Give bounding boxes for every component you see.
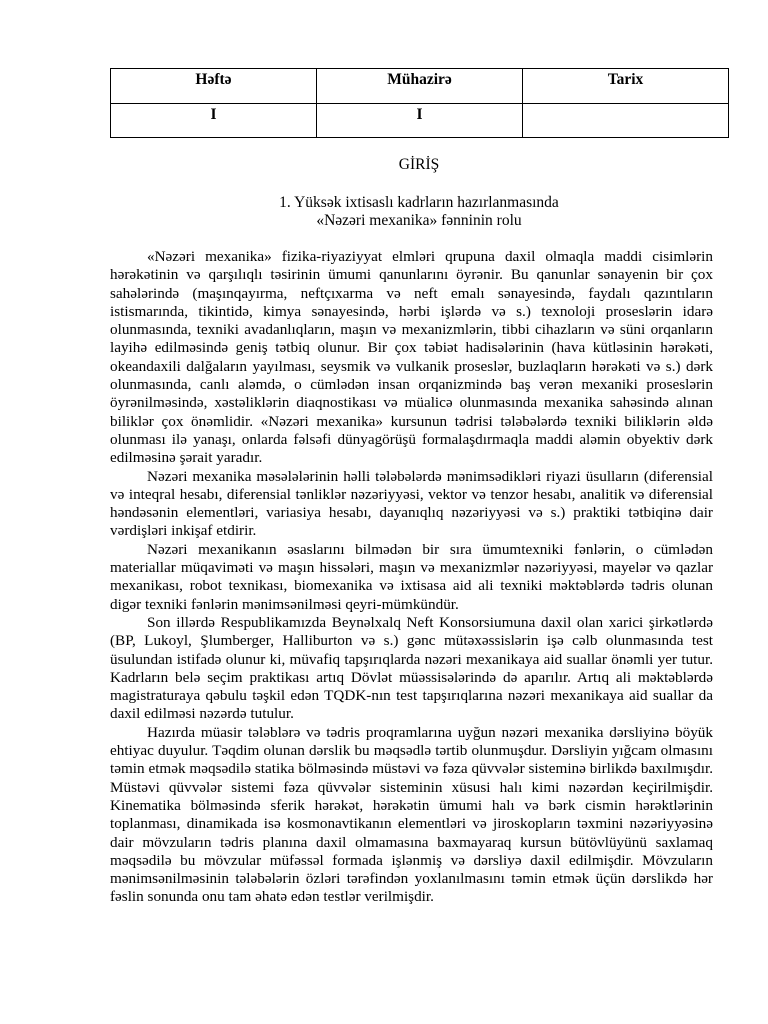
paragraph: Son illərdə Respublikamızda Beynəlxalq Neft Konsorsiumuna daxil olan xarici şirkətlərdə (BP, Lukoyl, Şlumberger, Halliburton və s.) gənc mütəxəssislərin işə cəlb olunmasında test üsulundan istifadə olunur ki, müvafiq tapşırıqlarda nəzəri mexanikaya aid suallar önəmli yer tutur. Kadrların belə seçim praktikası artıq Dövlət müəssisələrində də aparılır. Artıq ali məktəblərdə magistraturaya qəbulu təşkil edən TQDK-nın test tapşırıqlarına nəzəri mexanikaya aid suallar da daxil edilməsi nəzərdə tutulur. xyxy=(110,613,713,723)
cell-lecture: I xyxy=(317,104,523,138)
section-title-line-1: 1. Yüksək ixtisaslı kadrların hazırlanmasında xyxy=(279,194,559,211)
paragraph: «Nəzəri mexanika» fizika-riyaziyyat elmləri qrupuna daxil olmaqla maddi cisimlərin hərəkətinin və qarşılıqlı təsirinin ümumi qanunlarını öyrənir. Bu qanunlar sənayenin bir çox sahələrində (maşınqayırma, neftçıxarma və neft emalı sənayesində, faydalı qazıntıların istismarında, tikintidə, kimya sənayesində, hərbi işlərdə və s.) texnoloji proseslərin idarə olunmasında, texniki avadanlıqların, maşın və mexanizmlərin, tibbi cihazların və süni orqanların layihə edilməsində geniş tətbiq olunur. Bir çox təbiət hadisələrinin (hava kütləsinin hərəkəti, okeandaxili dalğaların yayılması, seysmik və vulkanik proseslər, buzlaqların hərəkəti və s.) dərk olunmasında, canlı aləmdə, o cümlədən insan orqanizmində baş verən mexaniki proseslərin öyrənilməsində, xəstəliklərin diaqnostikası və müalicə olunmasında mexanika sahəsində alınan biliklər çox önəmlidir. «Nəzəri mexanika» kursunun tədrisi tələbələrdə texniki biliklərin əldə olunması ilə yanaşı, onlarda fəlsəfi dünyagörüşü formalaşdırmaqla maddi aləmin obyektiv dərk edilməsinə şərait yaradır. xyxy=(110,248,713,467)
section-title-line-2: «Nəzəri mexanika» fənninin rolu xyxy=(316,212,522,229)
table-header-row xyxy=(111,69,729,104)
cell-date xyxy=(523,104,729,138)
column-header-date: Tarix xyxy=(523,69,729,104)
paragraph: Nəzəri mexanika məsələlərinin həlli tələbələrdə mənimsədikləri riyazi üsulların (diferensial və inteqral hesabı, diferensial tənliklər nəzəriyyəsi, vektor və tenzor hesabı, analitik və diferensial həndəsənin elementləri, variasiya hesabı, dayanıqlıq nəzəriyyəsi və s.) praktiki tətbiqinə dair vərdişləri inkişaf etdirir. xyxy=(110,467,713,540)
column-header-week: Həftə xyxy=(111,69,317,104)
lecture-info-table xyxy=(110,68,729,138)
body-text xyxy=(110,248,713,907)
table-row xyxy=(111,104,729,138)
chapter-heading: GİRİŞ xyxy=(398,156,440,173)
paragraph: Nəzəri mexanikanın əsaslarını bilmədən bir sıra ümumtexniki fənlərin, o cümlədən materiallar müqaviməti və maşın hissələri, maşın və mexanizmlər nəzəriyyəsi, mayelər və qazlar mexanikası, robot texnikası, biomexanika və ixtisasa aid ali texniki məktəblərdə tədris olunan digər texniki fənlərin mənimsənilməsi qeyri-mümkündür. xyxy=(110,540,713,613)
cell-week: I xyxy=(111,104,317,138)
section-title xyxy=(110,194,728,230)
paragraph: Hazırda müasir tələblərə və tədris proqramlarına uyğun nəzəri mexanika dərsliyinə böyük ehtiyac duyulur. Təqdim olunan dərslik bu məqsədlə tərtib olunmuşdur. Dərsliyin yığcam olmasını təmin etmək məqsədilə statika bölməsində müstəvi və fəza qüvvələr sisteminə birlikdə baxılmışdır. Müstəvi qüvvələr sistemi fəza qüvvələr sisteminin xüsusi halı kimi nəzərdən keçirilmişdir. Kinematika bölməsində sferik hərəkət, hərəkətin ümumi halı və bərk cismin hərəktlərinin toplanması, dinamikada isə kosmonavtikanın elementləri və jiroskopların təxmini nəzəriyyəsinə dair mövzuların tədris planına daxil olmamasına baxmayaraq kursun bütövlüyünü saxlamaq məqsədilə bu mövzular müfəssəl formada işlənmiş və dərsliyə daxil edilmişdir. Mövzuların mənimsənilməsinin tələbələrin özləri tərəfindən yoxlanılmasını təmin etmək üçün dərslikdə hər fəslin sonunda onu tam əhatə edən testlər verilmişdir. xyxy=(110,723,713,906)
column-header-lecture: Mühazirə xyxy=(317,69,523,104)
